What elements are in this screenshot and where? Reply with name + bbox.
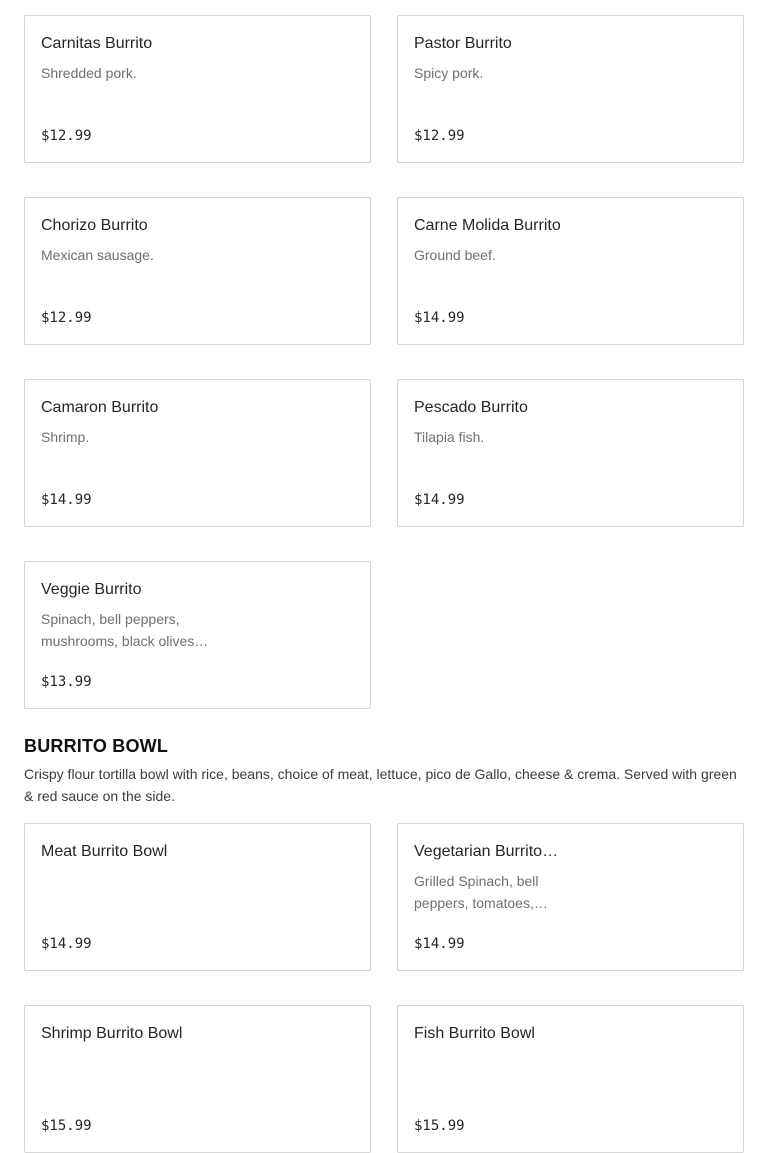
item-price: $14.99 [414,936,465,952]
menu-item-card[interactable] [24,15,371,163]
menu-item-card[interactable] [24,561,371,709]
menu-item-card[interactable] [397,823,744,971]
section-description: Crispy flour tortilla bowl with rice, beans, choice of meat, lettuce, pico de Gallo, cheese & crema. Served with green & red sauce on the side. [24,766,737,804]
menu-item-card[interactable] [397,1005,744,1153]
item-price: $15.99 [414,1118,465,1134]
item-name: Veggie Burrito [41,581,142,598]
menu-item-card[interactable] [24,1005,371,1153]
item-name: Pescado Burrito [414,399,528,416]
item-description: Spinach, bell peppers, mushrooms, black olives… [41,611,209,649]
item-name: Meat Burrito Bowl [41,843,168,860]
item-name: Shrimp Burrito Bowl [41,1025,183,1042]
item-name: Carne Molida Burrito [414,217,561,234]
item-description: Ground beef. [414,247,496,263]
item-description: Spicy pork. [414,65,484,81]
menu-item-card[interactable] [397,15,744,163]
menu-item-card[interactable] [24,379,371,527]
item-name: Chorizo Burrito [41,217,148,234]
item-price: $13.99 [41,674,92,690]
item-description: Mexican sausage. [41,247,154,263]
item-description: Tilapia fish. [414,429,485,445]
item-price: $12.99 [414,128,465,144]
item-price: $14.99 [41,936,92,952]
menu-item-card[interactable] [397,379,744,527]
item-name: Camaron Burrito [41,399,159,416]
section-title: BURRITO BOWL [24,736,169,756]
item-price: $14.99 [414,492,465,508]
item-price: $14.99 [414,310,465,326]
item-price: $15.99 [41,1118,92,1134]
menu-item-card[interactable] [397,197,744,345]
item-price: $14.99 [41,492,92,508]
item-description: Grilled Spinach, bell peppers, tomatoes,… [414,873,548,911]
item-name: Pastor Burrito [414,35,512,52]
item-description: Shrimp. [41,429,90,445]
item-price: $12.99 [41,128,92,144]
menu-item-card[interactable] [24,197,371,345]
item-name: Carnitas Burrito [41,35,153,52]
menu-item-card[interactable] [24,823,371,971]
item-name: Vegetarian Burrito… [414,843,559,860]
item-price: $12.99 [41,310,92,326]
item-name: Fish Burrito Bowl [414,1025,535,1042]
item-description: Shredded pork. [41,65,137,81]
